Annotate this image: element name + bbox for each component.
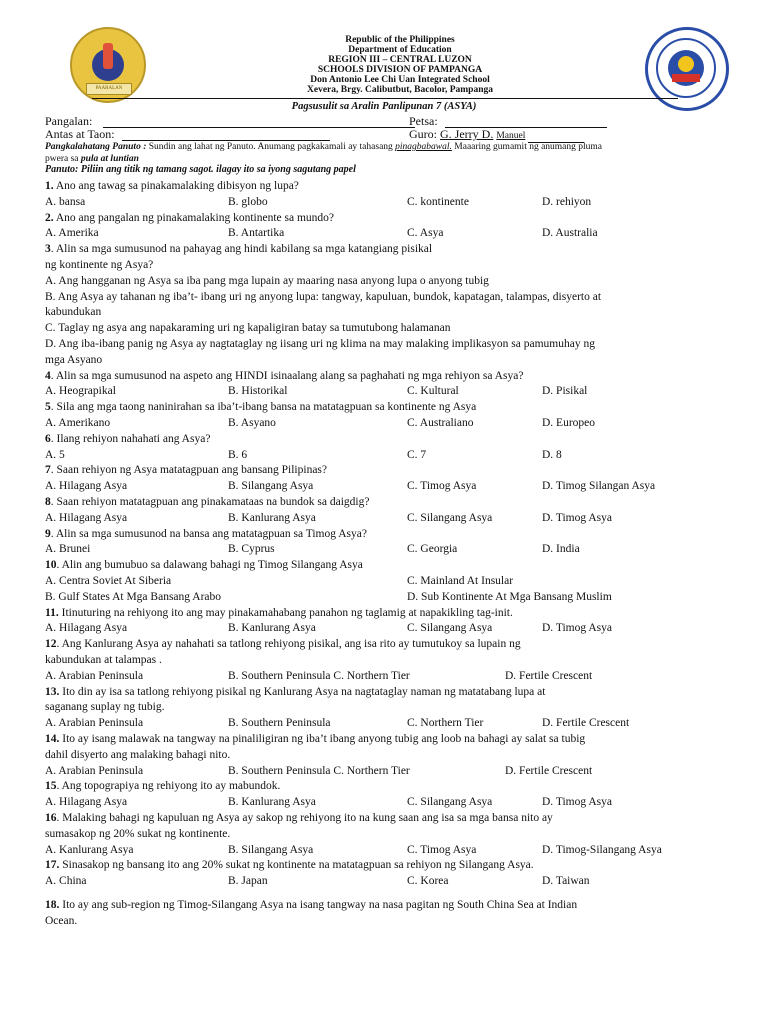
- question-text: Ito ay isang malawak na tangway na pinaliligiran ng iba’t ibang anyong tubig ang loob na bahagi ay salat sa tubig: [59, 733, 586, 745]
- question-text: . Alin sa mga sumusunod na bansa ang matatagpuan sa Timog Asya?: [50, 527, 367, 540]
- question-number: 1.: [45, 180, 54, 192]
- answer-option: kabundukan: [45, 306, 102, 319]
- question-number: 8: [45, 496, 51, 508]
- question-text: Ano ang tawag sa pinakamalaking dibisyon ng lupa?: [53, 180, 299, 192]
- question-number: 11.: [45, 606, 59, 619]
- instructions-forbidden: pinagbabawal.: [395, 142, 452, 152]
- answer-option: A. Arabian Peninsula: [45, 717, 144, 730]
- answer-option: A. Amerikano: [45, 417, 111, 429]
- question-text: Itinuturing na rehiyong ito ang may pinakamahabang panahon ng taglamig at napakikling tag-init.: [58, 606, 513, 619]
- answer-option: A. Amerika: [45, 227, 99, 240]
- answer-option: C. Asya: [407, 227, 444, 240]
- answer-option: C. Kultural: [407, 385, 459, 398]
- header-school: Don Antonio Lee Chi Uan Integrated School: [310, 75, 490, 85]
- question-3: [45, 242, 432, 256]
- question-number: 17.: [45, 859, 60, 872]
- question-10: [45, 558, 363, 572]
- header-region: REGION III – CENTRAL LUZON: [328, 55, 472, 65]
- question-text-cont: saganang suplay ng tubig.: [45, 701, 165, 714]
- answer-option: B. Kanlurang Asya: [228, 796, 316, 809]
- header-deped: Department of Education: [348, 45, 452, 55]
- teacher-value: G. Jerry D.: [440, 127, 494, 141]
- answer-option: B. Gulf States At Mga Bansang Arabo: [45, 590, 221, 603]
- question-1: [45, 179, 299, 193]
- answer-option: B. Japan: [228, 875, 268, 888]
- answer-option: D. Timog Asya: [542, 622, 612, 635]
- question-text: . Saan rehiyon matatagpuan ang pinakamataas na bundok sa daigdig?: [50, 496, 370, 508]
- question-number: 18.: [45, 899, 60, 911]
- answer-option: B. Ang Asya ay tahanan ng iba’t- ibang uri ng anyong lupa: tangway, kapuluan, bundok, kapatagan, talampas, disyerto at: [45, 290, 602, 303]
- answer-option: B. Antartika: [228, 227, 285, 240]
- answer-option: D. Pisikal: [542, 385, 588, 398]
- answer-option: B. Cyprus: [228, 543, 275, 556]
- question-13: [45, 685, 545, 699]
- answer-option: D. Timog Asya: [542, 796, 612, 809]
- question-text: . Ilang rehiyon nahahati ang Asya?: [50, 432, 211, 445]
- header-division: SCHOOLS DIVISION OF PAMPANGA: [317, 65, 483, 75]
- question-17: [45, 858, 534, 872]
- question-number: 5: [45, 401, 51, 414]
- answer-option: A. Centra Soviet At Siberia: [45, 575, 172, 587]
- answer-option: D. rehiyon: [542, 195, 592, 208]
- question-5: [45, 400, 476, 414]
- answer-option: D. Fertile Crescent: [505, 764, 593, 777]
- grade-label: Antas at Taon:: [45, 127, 115, 141]
- answer-option: C. kontinente: [407, 195, 469, 208]
- answer-option: C. Northern Tier: [407, 717, 484, 730]
- answer-option: B. 6: [228, 448, 248, 461]
- question-7: [45, 463, 327, 477]
- answer-option: D. Timog Asya: [542, 511, 612, 524]
- question-number: 12: [45, 638, 57, 651]
- question-text: . Ang Kanlurang Asya ay nahahati sa tatlong rehiyong pisikal, ang isa rito ay tumutukoy sa lupain ng: [56, 638, 521, 651]
- instructions-text-2: Maaaring gumamit ng anumang pluma: [451, 142, 603, 152]
- question-18: [45, 898, 577, 912]
- answer-option: D. Fertile Crescent: [505, 669, 593, 682]
- question-text-cont: dahil disyerto ang malaking bahagi nito.: [45, 748, 231, 761]
- answer-option: B. globo: [228, 195, 268, 208]
- question-15: [45, 779, 280, 793]
- instructions-line2a: pwera sa: [45, 154, 81, 164]
- question-text: . Alin sa mga sumusunod na aspeto ang HINDI isinaalang alang sa paghahati ng mga rehiyon sa Asya?: [50, 369, 524, 382]
- answer-option: D. Taiwan: [542, 875, 590, 888]
- answer-option: D. Timog Silangan Asya: [542, 480, 656, 493]
- instructions-colors: pula at luntian: [80, 154, 139, 164]
- date-label: Petsa:: [409, 114, 438, 128]
- question-text: . Sila ang mga taong naninirahan sa iba’t-ibang bansa na matatagpuan sa kontinente ng Asya: [50, 401, 477, 414]
- answer-option: C. 7: [407, 448, 427, 461]
- question-text: . Malaking bahagi ng kapuluan ng Asya ay sakop ng rehiyong ito na kung saan ang isa sa mga bansa nito ay: [56, 812, 553, 824]
- answer-option: B. Kanlurang Asya: [228, 511, 316, 524]
- question-number: 14.: [45, 733, 60, 745]
- instructions-label: Pangkalahatang Panuto :: [45, 142, 147, 152]
- answer-option: D. 8: [542, 448, 562, 461]
- answer-option: A. Arabian Peninsula: [45, 669, 144, 682]
- question-number: 16: [45, 812, 57, 824]
- question-9: [45, 527, 367, 541]
- teacher-label: Guro:: [409, 127, 437, 141]
- answer-option: A. Hilagang Asya: [45, 622, 128, 635]
- school-seal-logo: [70, 27, 146, 103]
- header-divider: [92, 98, 678, 99]
- answer-option: C. Australiano: [407, 417, 474, 429]
- question-text-cont: ng kontinente ng Asya?: [45, 259, 154, 271]
- answer-option: C. Silangang Asya: [407, 511, 493, 524]
- header-address: Xevera, Brgy. Calibutbut, Bacolor, Pampanga: [307, 85, 493, 95]
- answer-option: A. bansa: [45, 195, 86, 208]
- question-2: [45, 211, 334, 225]
- answer-option: C. Silangang Asya: [407, 622, 493, 635]
- answer-option: A. Brunei: [45, 543, 91, 556]
- question-11: [45, 606, 513, 620]
- question-4: [45, 369, 523, 383]
- question-text-cont: Ocean.: [45, 914, 78, 927]
- answer-option: A. Kanlurang Asya: [45, 843, 134, 856]
- question-number: 10: [45, 559, 57, 572]
- question-16: [45, 811, 553, 825]
- answer-option: A. Hilagang Asya: [45, 796, 128, 809]
- question-number: 15: [45, 780, 57, 793]
- question-text: Ito ay ang sub-region ng Timog-Silangang Asya na isang tangway na nasa pagitan ng South China Sea at Indian: [59, 899, 578, 911]
- answer-option: D. India: [542, 543, 580, 556]
- instructions-text: Sundin ang lahat ng Panuto. Anumang pagkakamali ay tahasang: [148, 142, 393, 152]
- answer-option: B. Kanlurang Asya: [228, 622, 316, 635]
- answer-option: C. Taglay ng asya ang napakaraming uri ng kapaligiran batay sa tumutubong halamanan: [45, 322, 451, 335]
- header-republic: Republic of the Philippines: [345, 35, 455, 45]
- answer-option: A. Hilagang Asya: [45, 511, 128, 524]
- seal-stripe: [672, 74, 700, 82]
- question-text: . Ang topograpiya ng rehiyong ito ay mabundok.: [56, 780, 281, 793]
- answer-option: A. 5: [45, 448, 65, 461]
- question-text: . Saan rehiyon ng Asya matatagpuan ang bansang Pilipinas?: [50, 464, 328, 477]
- answer-option: A. Ang hangganan ng Asya sa iba pang mga lupain ay maaring nasa anyong lupa o anyong tubig: [45, 274, 489, 287]
- answer-option: C. Timog Asya: [407, 480, 477, 493]
- answer-option: C. Korea: [407, 875, 449, 888]
- date-field: [409, 114, 607, 128]
- answer-option: B. Silangang Asya: [228, 843, 314, 856]
- answer-option: A. Heograpikal: [45, 385, 116, 398]
- sun-icon: [678, 56, 694, 72]
- answer-option: D. Sub Kontinente At Mga Bansang Muslim: [407, 590, 612, 603]
- question-number: 2.: [45, 211, 54, 224]
- seal-ribbon: PAARALAN: [86, 83, 132, 95]
- question-text: . Alin sa mga sumusunod na pahayag ang hindi kabilang sa mga katangiang pisikal: [50, 243, 433, 256]
- question-number: 3: [45, 243, 51, 256]
- answer-option: D. Fertile Crescent: [542, 717, 630, 730]
- answer-option: D. Ang iba-ibang panig ng Asya ay nagtataglay ng iisang uri ng klima na may malaking implikasyon sa pamumuhay ng: [45, 338, 595, 350]
- teacher-surname: Manuel: [496, 131, 526, 141]
- question-text: . Alin ang bumubuo sa dalawang bahagi ng Timog Silangang Asya: [56, 559, 363, 572]
- question-8: [45, 495, 369, 509]
- question-text-cont: kabundukan at talampas .: [45, 654, 162, 666]
- answer-option: B. Historikal: [228, 385, 288, 398]
- question-number: 6: [45, 432, 51, 445]
- answer-option: C. Georgia: [407, 543, 458, 556]
- question-text: Sinasakop ng bansang ito ang 20% sukat ng kontinente na matatagpuan sa rehiyon ng Silangang Asya.: [59, 859, 534, 872]
- answer-option: B. Southern Peninsula C. Northern Tier: [228, 764, 410, 777]
- question-number: 7: [45, 464, 51, 477]
- grade-field: [45, 127, 330, 141]
- question-text: Ito din ay isa sa tatlong rehiyong pisikal ng Kanlurang Asya na nagtataglay naman ng matatabang lupa at: [59, 685, 546, 698]
- answer-option: D. Australia: [542, 227, 598, 240]
- answer-option: B. Asyano: [228, 417, 276, 429]
- torch-icon: [103, 43, 113, 69]
- answer-option: A. Arabian Peninsula: [45, 764, 144, 777]
- answer-option: C. Timog Asya: [407, 843, 477, 856]
- exam-title: Pagsusulit sa Aralin Panlipunan 7 (ASYA): [291, 101, 477, 112]
- question-14: [45, 732, 585, 746]
- question-number: 13.: [45, 685, 60, 698]
- question-6: [45, 432, 210, 446]
- question-number: 4: [45, 369, 51, 382]
- answer-option: C. Silangang Asya: [407, 796, 493, 809]
- answer-option: C. Mainland At Insular: [407, 575, 514, 587]
- test-instructions: Panuto: Piliin ang titik ng tamang sagot. ilagay ito sa iyong sagutang papel: [45, 164, 356, 175]
- answer-option: B. Southern Peninsula C. Northern Tier: [228, 669, 410, 682]
- answer-option: A. Hilagang Asya: [45, 480, 128, 493]
- question-text-cont: sumasakop ng 20% sukat ng kontinente.: [45, 827, 231, 840]
- name-label: Pangalan:: [45, 114, 93, 128]
- answer-option: D. Europeo: [542, 417, 596, 429]
- answer-option: B. Silangang Asya: [228, 480, 314, 493]
- name-field: [45, 114, 415, 128]
- answer-option: mga Asyano: [45, 353, 103, 366]
- question-number: 9: [45, 527, 51, 540]
- question-12: [45, 637, 521, 651]
- question-text: Ano ang pangalan ng pinakamalaking kontinente sa mundo?: [53, 211, 335, 224]
- answer-option: D. Timog-Silangang Asya: [542, 843, 662, 856]
- answer-option: A. China: [45, 875, 87, 888]
- answer-option: B. Southern Peninsula: [228, 717, 331, 730]
